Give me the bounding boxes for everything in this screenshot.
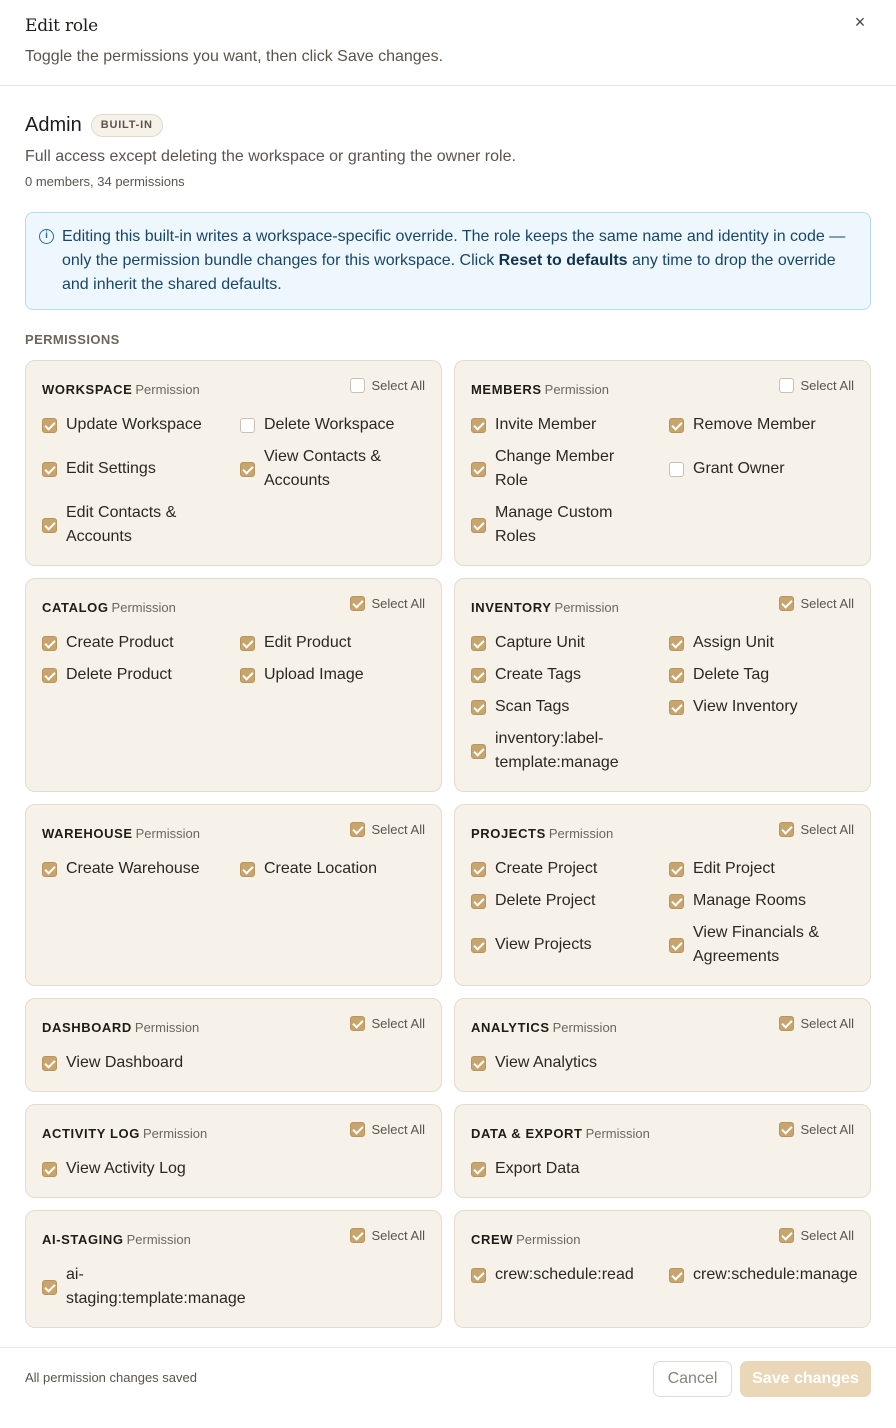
permission-item-assign-unit[interactable]: [669, 631, 849, 655]
permission-groups-grid: [25, 360, 871, 1328]
checkbox-unchecked-icon[interactable]: [240, 418, 255, 433]
permission-label: Invite Member: [495, 416, 597, 433]
permission-label: Delete Workspace: [264, 416, 395, 433]
permission-label: Delete Project: [495, 892, 596, 909]
checkbox-checked-icon[interactable]: [350, 596, 365, 611]
permission-label: Edit Settings: [66, 460, 156, 477]
permission-item-edit-product[interactable]: [240, 631, 420, 655]
group-kind: Permission: [111, 600, 176, 615]
select-all-toggle[interactable]: [350, 1228, 425, 1243]
permission-label: Export Data: [495, 1160, 580, 1177]
permission-item-scan-tags[interactable]: [471, 695, 661, 719]
group-kind: Permission: [134, 1020, 200, 1035]
checkbox-checked-icon[interactable]: [240, 462, 255, 477]
select-all-toggle[interactable]: [779, 1228, 854, 1243]
permission-label: Capture Unit: [495, 634, 585, 651]
permissions-section-label: PERMISSIONS: [25, 332, 120, 347]
permission-item-view-financials-agreements[interactable]: [669, 921, 839, 969]
group-kind: Permission: [554, 600, 619, 615]
permission-item-capture-unit[interactable]: [471, 631, 661, 655]
permission-item-export-data[interactable]: [471, 1157, 771, 1181]
permission-item-ai-staging-template-manage[interactable]: [42, 1263, 246, 1311]
checkbox-checked-icon[interactable]: [471, 636, 486, 651]
checkbox-checked-icon[interactable]: [240, 636, 255, 651]
select-all-label: Select All: [800, 596, 854, 611]
permission-label: Create Warehouse: [66, 860, 200, 877]
permission-group-analytics: [454, 998, 871, 1092]
permission-item-view-contacts-accounts[interactable]: [240, 445, 420, 493]
permission-label: Edit Product: [264, 634, 352, 651]
group-title: [42, 826, 200, 841]
permission-item-grant-owner[interactable]: [669, 457, 849, 481]
group-title: [42, 600, 176, 615]
checkbox-checked-icon[interactable]: [471, 938, 486, 953]
checkbox-checked-icon[interactable]: [350, 1016, 365, 1031]
group-kind: Permission: [135, 382, 200, 397]
permission-item-view-dashboard[interactable]: [42, 1051, 342, 1075]
checkbox-checked-icon[interactable]: [42, 1056, 57, 1071]
permission-group-warehouse: [25, 804, 442, 986]
select-all-label: Select All: [371, 596, 425, 611]
permission-label: Grant Owner: [693, 460, 785, 477]
permission-label: Delete Product: [66, 666, 172, 683]
select-all-toggle[interactable]: [350, 1122, 425, 1137]
modal-footer: [0, 1347, 896, 1428]
checkbox-checked-icon[interactable]: [350, 822, 365, 837]
group-name: CREW: [471, 1232, 514, 1247]
group-kind: Permission: [544, 382, 609, 397]
permission-item-change-member-role[interactable]: [471, 445, 621, 493]
checkbox-checked-icon[interactable]: [42, 668, 57, 683]
info-icon: i: [39, 229, 54, 244]
info-text-before: Editing this built-in writes a workspace-specific override. The role keeps the same name and identity in code — only the permission bundle changes for this workspace. Click: [62, 228, 846, 269]
select-all-toggle[interactable]: [779, 1122, 854, 1137]
permission-item-create-product[interactable]: [42, 631, 232, 655]
group-name: ACTIVITY LOG: [42, 1126, 140, 1141]
checkbox-checked-icon[interactable]: [42, 462, 57, 477]
group-kind: Permission: [126, 1232, 191, 1247]
checkbox-checked-icon[interactable]: [471, 1268, 486, 1283]
checkbox-checked-icon[interactable]: [42, 518, 57, 533]
permission-item-view-analytics[interactable]: [471, 1051, 771, 1075]
checkbox-checked-icon[interactable]: [471, 418, 486, 433]
permission-label: Change Member Role: [495, 448, 615, 489]
permission-label: View Activity Log: [66, 1160, 186, 1177]
checkbox-checked-icon[interactable]: [669, 636, 684, 651]
permission-item-delete-workspace[interactable]: [240, 413, 420, 437]
permission-label: Manage Custom Roles: [495, 504, 613, 545]
role-meta: 0 members, 34 permissions: [25, 174, 185, 189]
permission-group-members: [454, 360, 871, 566]
checkbox-checked-icon[interactable]: [42, 418, 57, 433]
checkbox-checked-icon[interactable]: [779, 596, 794, 611]
group-title: [42, 382, 200, 397]
permission-group-projects: [454, 804, 871, 986]
permission-item-edit-contacts-accounts[interactable]: [42, 501, 222, 549]
group-kind: Permission: [548, 826, 614, 841]
permission-label: View Dashboard: [66, 1054, 184, 1071]
checkbox-checked-icon[interactable]: [42, 1162, 57, 1177]
checkbox-checked-icon[interactable]: [350, 1228, 365, 1243]
group-name: DASHBOARD: [42, 1020, 132, 1035]
checkbox-checked-icon[interactable]: [669, 1268, 684, 1283]
select-all-toggle[interactable]: [779, 822, 854, 837]
select-all-toggle[interactable]: [350, 822, 425, 837]
group-name: INVENTORY: [471, 600, 552, 615]
close-icon[interactable]: ×: [854, 12, 866, 32]
select-all-toggle[interactable]: [779, 596, 854, 611]
save-changes-button[interactable]: Save changes: [740, 1361, 871, 1397]
select-all-label: Select All: [371, 1122, 425, 1137]
checkbox-checked-icon[interactable]: [471, 894, 486, 909]
permission-label: Create Project: [495, 860, 598, 877]
info-text-after: any time to drop the override and inherit the shared defaults.: [62, 252, 836, 293]
permission-item-delete-product[interactable]: [42, 663, 232, 687]
group-name: MEMBERS: [471, 382, 542, 397]
modal-body: [0, 112, 896, 1328]
save-status: All permission changes saved: [25, 1370, 197, 1385]
permission-item-manage-rooms[interactable]: [669, 889, 849, 913]
permission-item-manage-custom-roles[interactable]: [471, 501, 621, 549]
permission-item-crew-schedule-manage[interactable]: [669, 1263, 869, 1287]
group-name: WAREHOUSE: [42, 826, 133, 841]
permission-item-crew-schedule-read[interactable]: [471, 1263, 661, 1287]
group-title: [471, 1020, 617, 1035]
permission-item-view-projects[interactable]: [471, 933, 661, 957]
permission-item-update-workspace[interactable]: [42, 413, 232, 437]
group-name: CATALOG: [42, 600, 109, 615]
group-title: [471, 1126, 650, 1141]
checkbox-checked-icon[interactable]: [669, 668, 684, 683]
checkbox-checked-icon[interactable]: [471, 1056, 486, 1071]
override-info-banner: [25, 212, 871, 310]
permission-label: ai-staging:template:manage: [66, 1266, 246, 1307]
select-all-toggle[interactable]: [779, 378, 854, 393]
role-name: Admin: [25, 113, 82, 136]
permission-label: View Financials & Agreements: [693, 924, 819, 965]
select-all-toggle[interactable]: [350, 378, 425, 393]
checkbox-checked-icon[interactable]: [240, 862, 255, 877]
permission-label: Manage Rooms: [693, 892, 806, 909]
group-name: ANALYTICS: [471, 1020, 550, 1035]
permission-label: Assign Unit: [693, 634, 774, 651]
checkbox-checked-icon[interactable]: [669, 418, 684, 433]
checkbox-checked-icon[interactable]: [42, 1280, 57, 1295]
select-all-toggle[interactable]: [350, 596, 425, 611]
checkbox-checked-icon[interactable]: [779, 1228, 794, 1243]
checkbox-unchecked-icon[interactable]: [350, 378, 365, 393]
group-title: [42, 1232, 191, 1247]
checkbox-checked-icon[interactable]: [669, 938, 684, 953]
checkbox-checked-icon[interactable]: [471, 700, 486, 715]
permission-label: Create Tags: [495, 666, 581, 683]
select-all-label: Select All: [800, 1016, 854, 1031]
role-header: [25, 112, 871, 138]
group-kind: Permission: [585, 1126, 650, 1141]
permission-group-catalog: [25, 578, 442, 792]
group-name: AI-STAGING: [42, 1232, 124, 1247]
permission-group-inventory: [454, 578, 871, 792]
permission-item-delete-tag[interactable]: [669, 663, 849, 687]
permission-label: Create Product: [66, 634, 174, 651]
group-name: DATA & EXPORT: [471, 1126, 583, 1141]
permission-item-view-activity-log[interactable]: [42, 1157, 342, 1181]
select-all-label: Select All: [371, 822, 425, 837]
permission-group-activity-log: [25, 1104, 442, 1198]
select-all-label: Select All: [800, 1228, 854, 1243]
select-all-label: Select All: [371, 378, 425, 393]
permission-label: Scan Tags: [495, 698, 570, 715]
group-title: [471, 382, 609, 397]
reset-to-defaults-text: Reset to defaults: [498, 252, 628, 269]
checkbox-checked-icon[interactable]: [350, 1122, 365, 1137]
group-title: [42, 1126, 207, 1141]
cancel-button[interactable]: Cancel: [653, 1361, 732, 1397]
permission-label: Remove Member: [693, 416, 816, 433]
checkbox-checked-icon[interactable]: [471, 462, 486, 477]
checkbox-checked-icon[interactable]: [779, 1122, 794, 1137]
group-title: [471, 826, 613, 841]
permission-item-view-inventory[interactable]: [669, 695, 849, 719]
permission-label: Update Workspace: [66, 416, 202, 433]
permission-label: View Contacts & Accounts: [264, 448, 382, 489]
permission-item-upload-image[interactable]: [240, 663, 420, 687]
checkbox-checked-icon[interactable]: [779, 1016, 794, 1031]
permission-group-dashboard: [25, 998, 442, 1092]
checkbox-checked-icon[interactable]: [471, 1162, 486, 1177]
modal-subtitle: Toggle the permissions you want, then click Save changes.: [25, 48, 444, 65]
permission-label: Create Location: [264, 860, 377, 877]
permission-label: inventory:label-template:manage: [495, 730, 619, 771]
permission-group-ai-staging: [25, 1210, 442, 1328]
group-kind: Permission: [552, 1020, 617, 1035]
group-title: [471, 1232, 580, 1247]
checkbox-checked-icon[interactable]: [471, 668, 486, 683]
checkbox-checked-icon[interactable]: [471, 518, 486, 533]
permission-label: Delete Tag: [693, 666, 770, 683]
checkbox-checked-icon[interactable]: [471, 744, 486, 759]
role-description: Full access except deleting the workspace or granting the owner role.: [25, 148, 516, 165]
select-all-label: Select All: [371, 1016, 425, 1031]
permission-item-remove-member[interactable]: [669, 413, 869, 437]
built-in-badge: BUILT-IN: [91, 114, 163, 137]
permission-group-data-export: [454, 1104, 871, 1198]
group-title: [42, 1020, 199, 1035]
permission-item-edit-settings[interactable]: [42, 457, 222, 481]
permission-label: View Inventory: [693, 698, 798, 715]
modal-header: [0, 0, 896, 86]
modal-title: Edit role: [25, 16, 99, 36]
checkbox-checked-icon[interactable]: [42, 636, 57, 651]
checkbox-checked-icon[interactable]: [42, 862, 57, 877]
permission-label: Edit Contacts & Accounts: [66, 504, 177, 545]
permission-item-create-location[interactable]: [240, 857, 420, 881]
checkbox-checked-icon[interactable]: [471, 862, 486, 877]
group-kind: Permission: [516, 1232, 581, 1247]
permission-label: Upload Image: [264, 666, 364, 683]
permission-label: crew:schedule:manage: [693, 1266, 858, 1283]
checkbox-checked-icon[interactable]: [240, 668, 255, 683]
group-kind: Permission: [135, 826, 200, 841]
group-title: [471, 600, 619, 615]
permission-item-delete-project[interactable]: [471, 889, 661, 913]
permission-item-create-project[interactable]: [471, 857, 661, 881]
permission-item-inventory-label-template-manage[interactable]: [471, 727, 621, 775]
group-kind: Permission: [142, 1126, 208, 1141]
group-name: PROJECTS: [471, 826, 546, 841]
checkbox-checked-icon[interactable]: [669, 862, 684, 877]
permission-item-create-tags[interactable]: [471, 663, 661, 687]
permission-item-edit-project[interactable]: [669, 857, 849, 881]
select-all-label: Select All: [800, 822, 854, 837]
select-all-label: Select All: [800, 378, 854, 393]
checkbox-checked-icon[interactable]: [779, 822, 794, 837]
select-all-label: Select All: [800, 1122, 854, 1137]
checkbox-unchecked-icon[interactable]: [779, 378, 794, 393]
permission-label: View Projects: [495, 936, 592, 953]
permission-label: crew:schedule:read: [495, 1266, 634, 1283]
permission-group-crew: [454, 1210, 871, 1328]
group-name: WORKSPACE: [42, 382, 133, 397]
permission-item-invite-member[interactable]: [471, 413, 661, 437]
permission-label: Edit Project: [693, 860, 775, 877]
checkbox-checked-icon[interactable]: [669, 894, 684, 909]
permission-group-workspace: [25, 360, 442, 566]
permission-item-create-warehouse[interactable]: [42, 857, 232, 881]
permission-label: View Analytics: [495, 1054, 597, 1071]
checkbox-checked-icon[interactable]: [669, 700, 684, 715]
checkbox-unchecked-icon[interactable]: [669, 462, 684, 477]
select-all-toggle[interactable]: [779, 1016, 854, 1031]
select-all-label: Select All: [371, 1228, 425, 1243]
select-all-toggle[interactable]: [350, 1016, 425, 1031]
